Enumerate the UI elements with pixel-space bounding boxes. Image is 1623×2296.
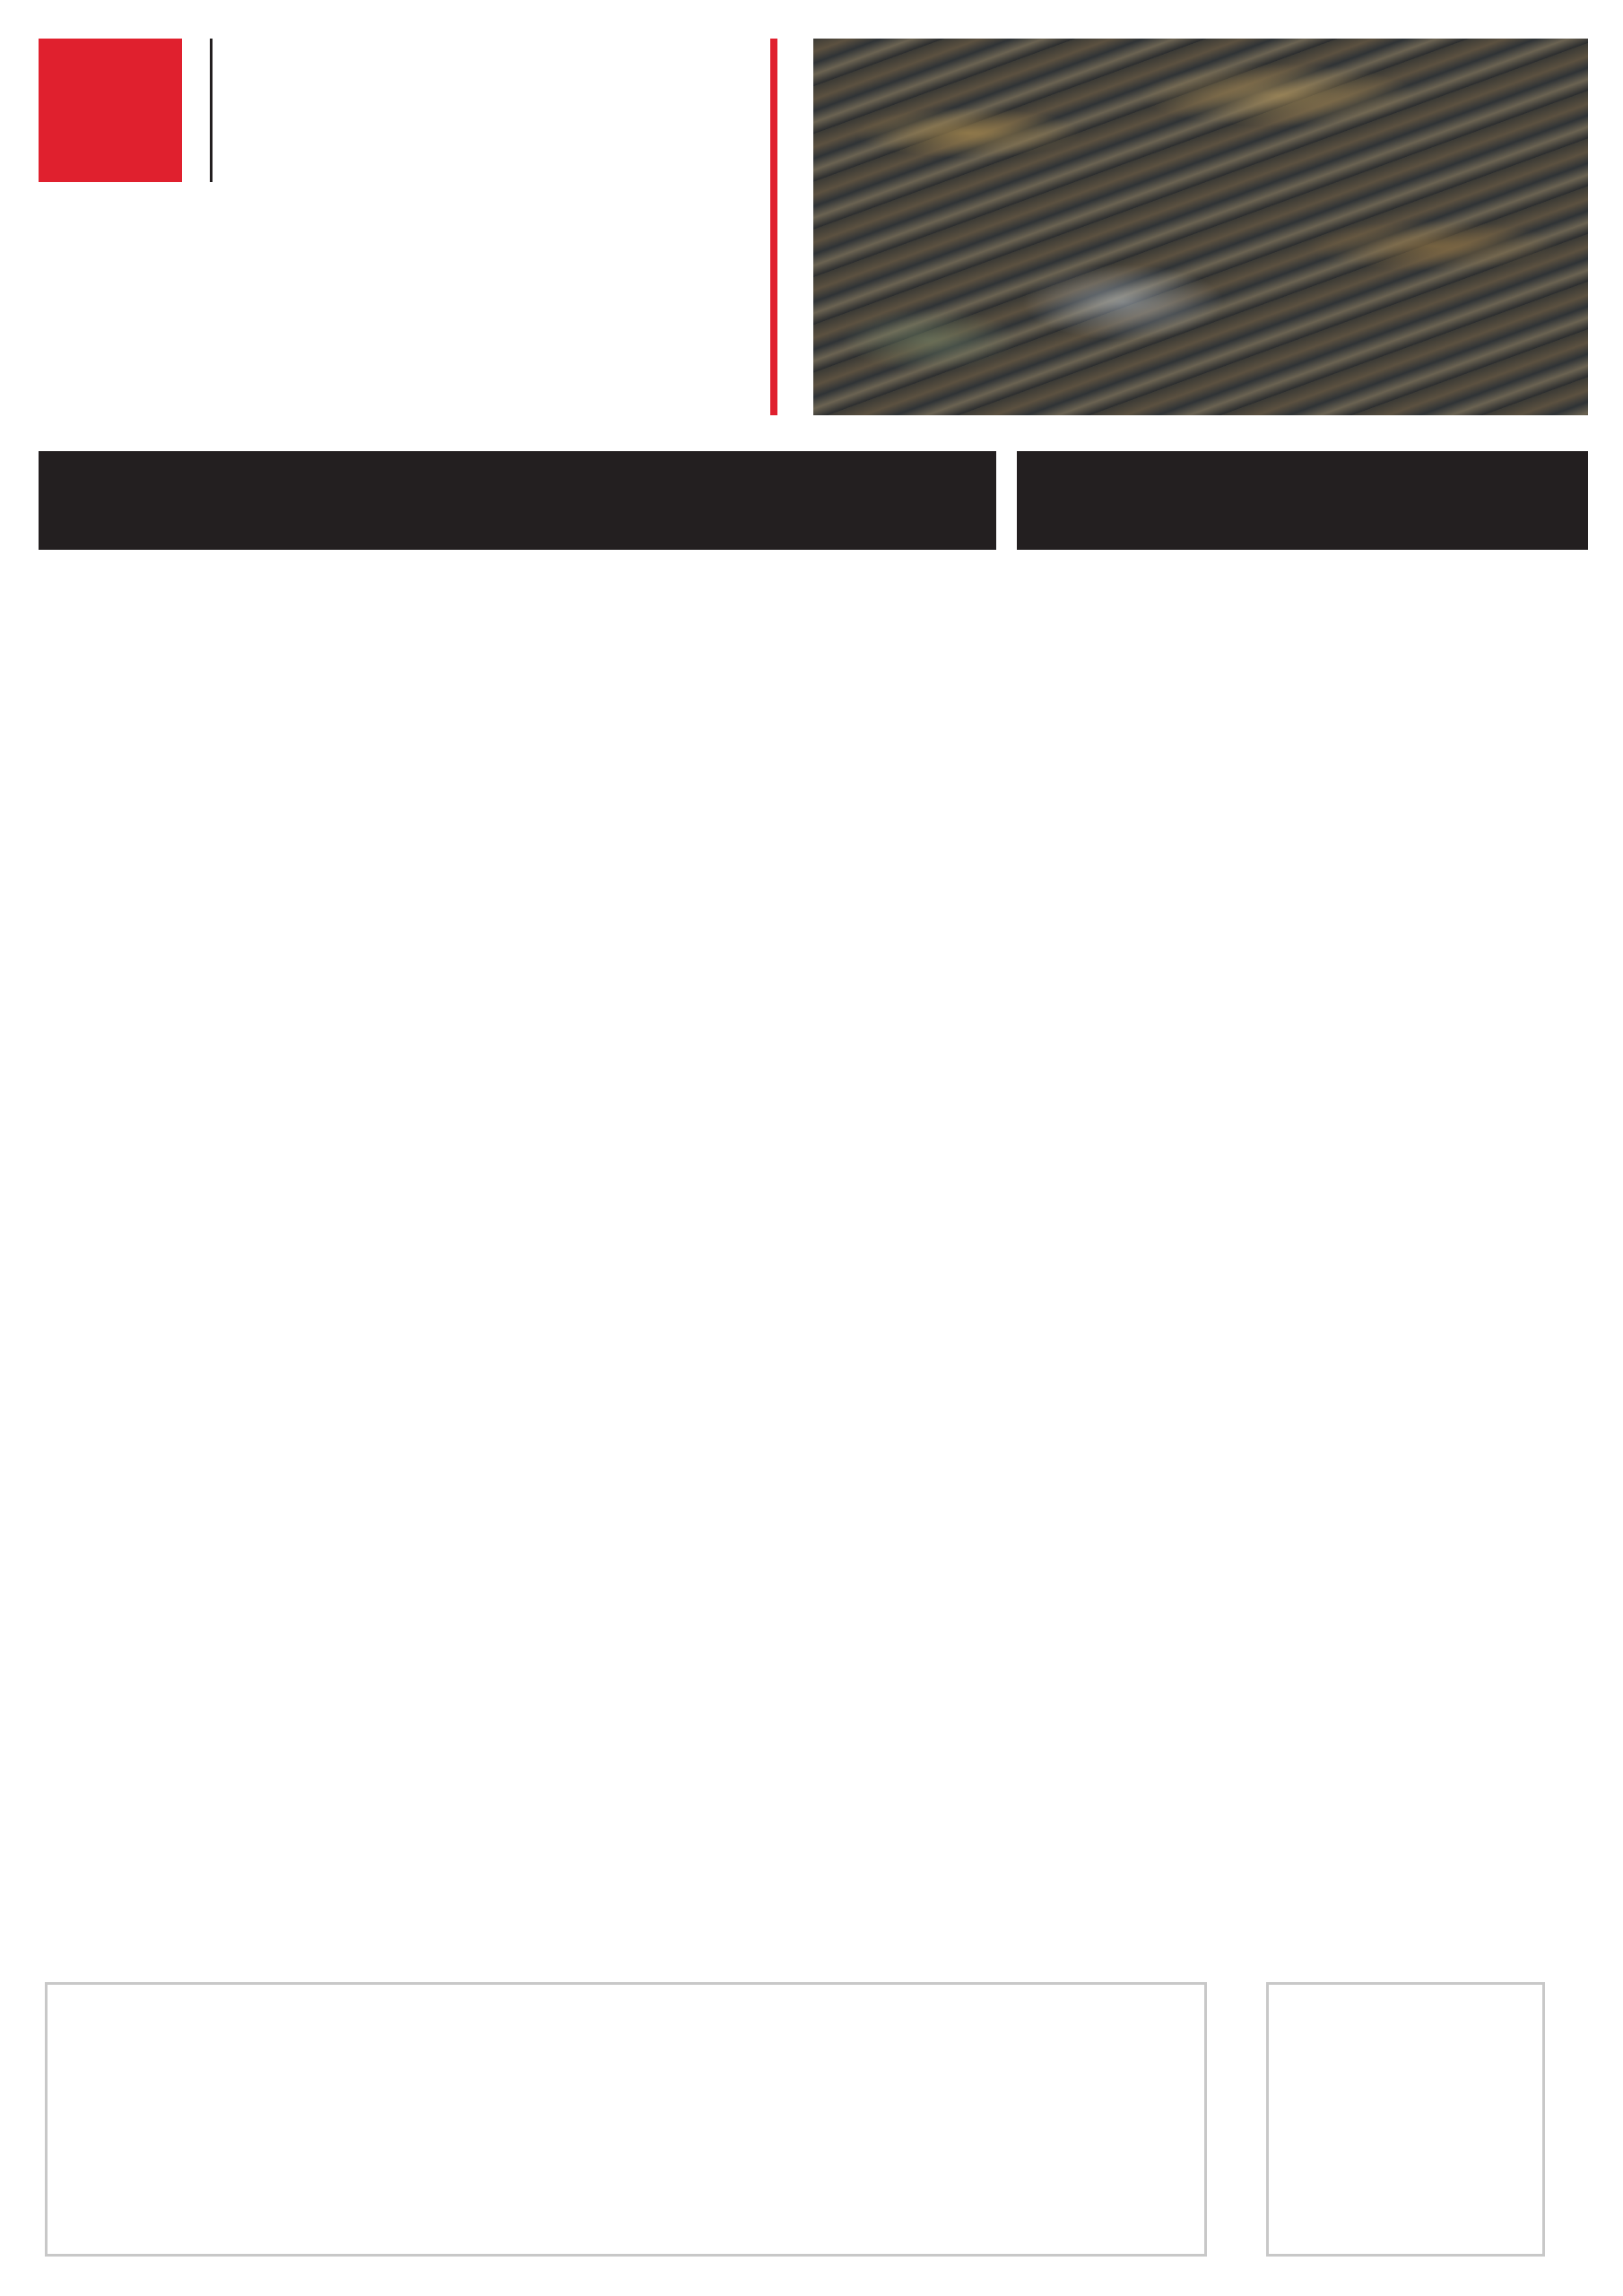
logo-divider xyxy=(210,39,213,182)
stone-slab-image xyxy=(813,39,1588,415)
qr-code-icon[interactable] xyxy=(1285,1999,1521,2235)
maintenance-box xyxy=(45,1982,1207,2257)
qr-code-frame[interactable] xyxy=(1266,1982,1545,2257)
brand-logo xyxy=(39,39,182,182)
accent-divider xyxy=(770,39,777,415)
application-banner xyxy=(39,451,996,550)
specification-banner xyxy=(1017,451,1588,550)
